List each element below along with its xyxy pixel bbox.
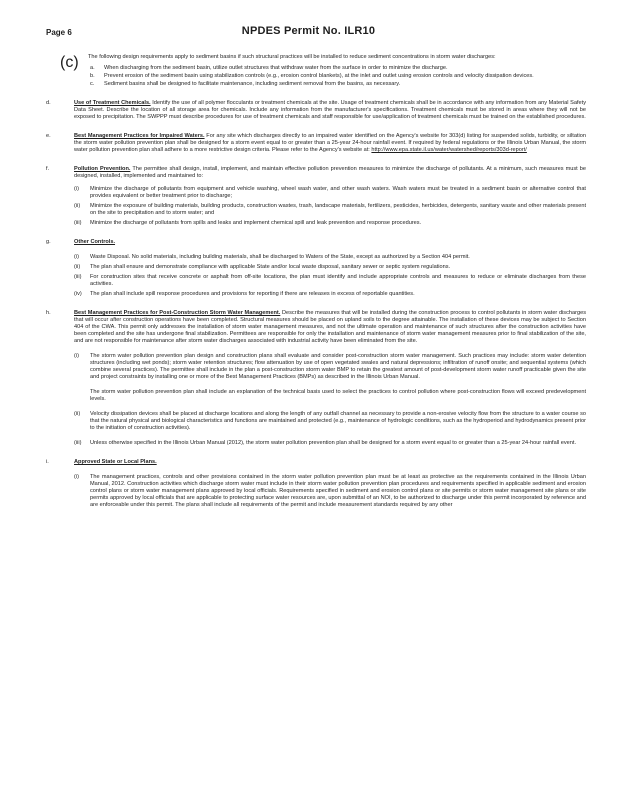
item-text: The following design requirements apply to sediment basins if such structural practices will be installed to reduce sediment concentrations in storm water discharges: bbox=[88, 54, 496, 60]
subitem-marker: b. bbox=[90, 73, 95, 79]
section-title: Best Management Practices for Post-Construction Storm Water Management. bbox=[74, 310, 281, 316]
item-text: Minimize the discharge of pollutants from spills and leaks and implement chemical spill and leak prevention and response procedures. bbox=[90, 220, 422, 226]
item-text: The plan shall include spill response procedures and provisions for reporting if there are releases in excess of reportable quantities. bbox=[90, 291, 415, 297]
section-marker: e. bbox=[46, 133, 51, 139]
item-text: The management practices, controls and other provisions contained in the storm water pollution prevention plan must be at least as protective as the requirements contained in the Illinois Urban Manual, 2012. Construction activities which discharge storm water must include in their storm water pollution prevention plan procedures and requirements specified in applicable sediment and erosion control plans or storm water management plans approved by local officials. Requirements specified in sediment and erosion control plans or site permits or storm water management site plans or site permits approved by local officials that are applicable to protecting surface water resources are, upon submittal of an NOI, to be authorized to discharge under this permit incorporated by reference and are enforceable under this permit. The plans shall include all requirements of the permit and include measurement standards required by any other bbox=[90, 474, 586, 508]
item-text: Velocity dissipation devices shall be placed at discharge locations and along the length of any outfall channel as necessary to provide a non-erosive velocity flow from the structure to a water course so that the natural physical and biological characteristics and functions are maintained and protected (e.g., maintenance of hydrologic conditions, such as the hydroperiod and hydrodynamics present prior to the initiation of construction activities). bbox=[90, 411, 586, 431]
section-title: Other Controls. bbox=[74, 239, 116, 245]
item-text: Unless otherwise specified in the Illinois Urban Manual (2012), the storm water pollution prevention plan shall be designed for a storm event equal to or greater than a 25-year 24-hour rainfall event. bbox=[90, 440, 576, 446]
agency-website-link[interactable]: http://www.epa.state.il.us/water/watershed/reports/303d-report/ bbox=[371, 147, 527, 153]
subitem-marker: c. bbox=[90, 81, 95, 87]
list-item bbox=[46, 254, 586, 261]
section-text: Identify the use of all polymer flocculants or treatment chemicals at the site. Usage of treatment chemicals shall be in accordance with any information from any Material Safety Data Sheet. Describe the location of all storage area for chemicals. Include any information from the manufacturer's specifications. Treatment chemicals must be stored in areas where they will not be exposed to precipitation. The SWPPP must describe procedures for use of treatment chemicals and staff responsible for use/application of treatment chemicals must be trained on the established procedures. bbox=[74, 100, 586, 120]
section-marker: i. bbox=[46, 459, 49, 465]
list-item bbox=[46, 203, 586, 217]
section-marker: d. bbox=[46, 100, 51, 106]
subitem-c bbox=[46, 81, 586, 88]
section-text: For any site which discharges directly to an impaired water identified on the Agency's website for 303(d) listing for suspended solids, turbidity, or siltation the storm water pollution prevention plan shall be designed for a storm event equal to or greater than a 25-year 24-hour rainfall event. If required by federal regulations or the Illinois Urban Manual, the storm water pollution prevention plan shall adhere to a more restrictive design criteria. Please refer to the Agency's website at: bbox=[74, 133, 586, 153]
subitem-a bbox=[46, 65, 586, 72]
section-marker: g. bbox=[46, 239, 51, 245]
item-text: Waste Disposal. No solid materials, including building materials, shall be discharged to Waters of the State, except as authorized by a Section 404 permit. bbox=[90, 254, 470, 260]
item-marker: (iii) bbox=[74, 220, 82, 226]
item-extra-text: The storm water pollution prevention plan shall include an explanation of the technical basis used to select the practices to control pollution where post-construction flows will exceed predevelopment levels. bbox=[90, 389, 586, 402]
section-title: Approved State or Local Plans. bbox=[74, 459, 157, 465]
permit-title: NPDES Permit No. ILR10 bbox=[241, 25, 376, 37]
list-item bbox=[46, 411, 586, 432]
item-text: Minimize the exposure of building materials, building products, construction wastes, trash, landscape materials, fertilizers, pesticides, herbicides, detergents, sanitary waste and other materials present on the site to precipitation and to storm water; and bbox=[90, 203, 586, 216]
list-item bbox=[46, 274, 586, 288]
subitem-text: Sediment basins shall be designed to facilitate maintenance, including sediment removal from the basins, as necessary. bbox=[104, 81, 401, 87]
item-marker: (c) bbox=[60, 54, 79, 71]
item-text: Minimize the discharge of pollutants from equipment and vehicle washing, wheel wash water, and other wash waters. Wash waters must be treated in a sediment basin or alternative control that provides equivalent or better treatment prior to discharge; bbox=[90, 186, 586, 199]
item-text: For construction sites that receive concrete or asphalt from off-site locations, the plan must identify and include appropriate controls and measures to reduce or eliminate discharges from these activities. bbox=[90, 274, 586, 287]
section-h bbox=[46, 310, 586, 447]
section-i bbox=[46, 459, 586, 509]
section-title: Best Management Practices for Impaired Waters. bbox=[74, 133, 205, 139]
subitem-text: When discharging from the sediment basin, utilize outlet structures that withdraw water from the surface in order to minimize the discharge. bbox=[104, 65, 448, 71]
section-text: The permittee shall design, install, implement, and maintain effective pollution prevention measures to minimize the discharge of pollutants. At a minimum, such measures must be designed, installed, implemented and maintained to: bbox=[74, 166, 586, 179]
item-marker: (ii) bbox=[74, 203, 81, 209]
section-text: Describe the measures that will be installed during the construction process to control pollutants in storm water discharges that will occur after construction operations have been completed. Structural measures should be placed on upland soils to the degree attainable. The installation of these devices may be subject to Section 404 of the CWA. This permit only addresses the installation of storm water management measures, and not the ultimate operation and maintenance of such structures after the construction activities have been completed and the site has undergone final stabilization. Permittees are responsible for only the installation and maintenance of storm water management measures prior to final stabilization of the site, and are not responsible for maintenance after storm water discharges associated with industrial activity have been eliminated from the site. bbox=[74, 310, 587, 344]
list-item bbox=[46, 474, 586, 509]
section-title: Use of Treatment Chemicals. bbox=[74, 100, 151, 106]
list-item bbox=[46, 440, 586, 447]
section-title: Pollution Prevention. bbox=[74, 166, 131, 172]
section-g bbox=[46, 239, 586, 298]
subitem-marker: a. bbox=[90, 65, 95, 71]
subitem-b bbox=[46, 73, 586, 80]
item-text: The plan shall ensure and demonstrate compliance with applicable State and/or local waste disposal, sanitary sewer or septic system regulations. bbox=[90, 264, 451, 270]
item-marker: (i) bbox=[74, 254, 79, 260]
item-marker: (iv) bbox=[74, 291, 82, 297]
item-marker: (i) bbox=[74, 474, 79, 480]
section-f bbox=[46, 166, 586, 227]
item-c-subitems bbox=[46, 65, 586, 88]
list-item bbox=[46, 291, 586, 298]
list-item bbox=[46, 220, 586, 227]
item-marker: (iii) bbox=[74, 440, 82, 446]
section-marker: h. bbox=[46, 310, 51, 316]
item-text: The storm water pollution prevention plan design and construction plans shall evaluate and consider post-construction storm water management. Such practices may include: storm water detention structures (including wet ponds); storm water retention structures; flow attenuation by use of open vegetated swales and natural depressions; infiltration of runoff onsite; and sequential systems (which combine several practices). The permittee shall include in the plan a post-construction storm water BMP to retain the greatest amount of post-development storm water runoff practicable given the site and project constraints by installing one or more of the Best Management Practices (BMPs) as described in the Illinois Urban Manual. bbox=[90, 353, 586, 380]
item-marker: (i) bbox=[74, 353, 79, 359]
document-body bbox=[46, 44, 586, 509]
section-marker: f. bbox=[46, 166, 50, 172]
list-item bbox=[46, 353, 586, 403]
section-e bbox=[46, 133, 586, 154]
item-marker: (ii) bbox=[74, 411, 81, 417]
item-marker: (iii) bbox=[74, 274, 82, 280]
subitem-text: Prevent erosion of the sediment basin using stabilization controls (e.g., erosion control blankets), at the inlet and outlet using erosion controls and velocity dissipation devices. bbox=[104, 73, 534, 79]
item-marker: (ii) bbox=[74, 264, 81, 270]
list-item bbox=[46, 186, 586, 200]
item-marker: (i) bbox=[74, 186, 79, 192]
list-item bbox=[46, 264, 586, 271]
page-number: Page 6 bbox=[46, 28, 72, 37]
section-d bbox=[46, 100, 586, 121]
